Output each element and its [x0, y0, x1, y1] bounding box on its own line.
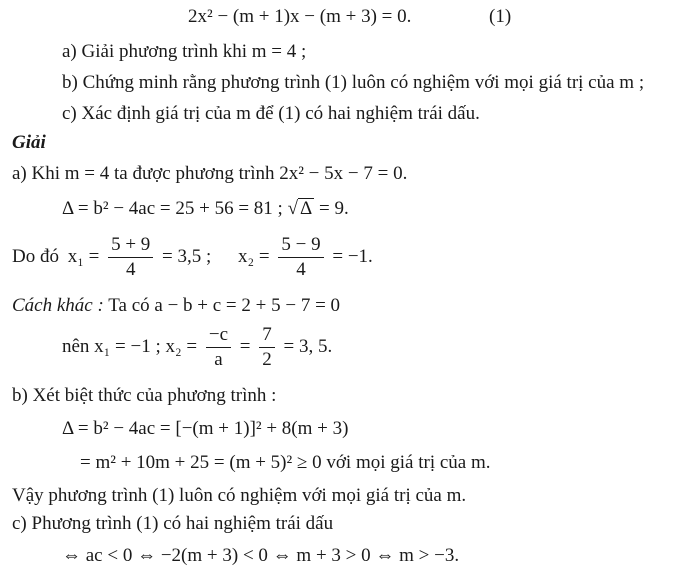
x2-fraction: [278, 234, 323, 281]
alternative-roots: [62, 322, 332, 372]
x2-denominator: 4: [296, 259, 306, 281]
part-a-question: a) Giải phương trình khi m = 4 ;: [62, 41, 307, 62]
alt-fraction-2: [259, 324, 275, 371]
alt-frac1-denominator: a: [214, 349, 223, 371]
solution-b-line2: = m² + 10m + 25 = (m + 5)² ≥ 0 với mọi giá trị của m.: [80, 452, 491, 473]
alt-frac2-numerator: 7: [259, 324, 275, 348]
solution-b-intro: b) Xét biệt thức của phương trình :: [12, 385, 277, 406]
solution-b-conclusion: Vậy phương trình (1) luôn có nghiệm với mọi giá trị của m.: [12, 485, 467, 506]
part-c-question: c) Xác định giá trị của m để (1) có hai nghiệm trái dấu.: [62, 103, 480, 124]
solution-b-line1: Δ = b² − 4ac = [−(m + 1)]² + 8(m + 3): [62, 418, 349, 439]
alt-value: = 3, 5.: [283, 336, 333, 357]
x2-numerator: 5 − 9: [278, 234, 323, 258]
x1-numerator: 5 + 9: [108, 234, 153, 258]
alt-text: Ta có a − b + c = 2 + 5 − 7 = 0: [108, 295, 341, 316]
solution-a-delta: [62, 198, 349, 220]
x2-label: x₂ =: [238, 246, 270, 267]
delta-text: Δ = b² − 4ac = 25 + 56 = 81 ;: [62, 198, 283, 219]
equation-text: 2x² − (m + 1)x − (m + 3) = 0.: [188, 6, 412, 27]
problem-equation: [188, 6, 411, 28]
solution-a-intro: a) Khi m = 4 ta được phương trình 2x² − 5x − 7 = 0.: [12, 163, 408, 184]
alt-equals: =: [239, 336, 251, 357]
alt-frac1-numerator: −c: [206, 324, 231, 348]
alt-frac2-denominator: 2: [262, 349, 272, 371]
x1-label: x₁ =: [67, 246, 100, 267]
solution-heading: Giải: [12, 132, 46, 153]
sqrt-value: = 9.: [314, 198, 349, 219]
x1-value: = 3,5 ;: [162, 246, 212, 267]
alt-label: Cách khác :: [12, 295, 104, 316]
solution-c-line: ⇔ ac < 0 ⇔ −2(m + 3) < 0 ⇔ m + 3 > 0 ⇔ m > −3.: [62, 545, 460, 566]
x1-fraction: [108, 234, 153, 281]
solution-a-roots: [12, 232, 373, 282]
x1-denominator: 4: [125, 259, 136, 281]
sqrt-radicand: Δ: [300, 198, 313, 219]
part-b-question: b) Chứng minh rằng phương trình (1) luôn có nghiệm với mọi giá trị của m ;: [62, 72, 645, 93]
solution-c-intro: c) Phương trình (1) có hai nghiệm trái dấu: [12, 513, 334, 534]
x2-value: = −1.: [332, 246, 373, 267]
alternative-method: [12, 295, 340, 317]
alt-fraction-1: [206, 324, 231, 371]
alt-prefix: nên x₁ = −1 ; x₂ =: [62, 336, 198, 357]
equation-number: (1): [489, 6, 512, 27]
sqrt-delta: √ Δ: [287, 198, 313, 219]
roots-prefix: Do đó: [12, 246, 59, 267]
